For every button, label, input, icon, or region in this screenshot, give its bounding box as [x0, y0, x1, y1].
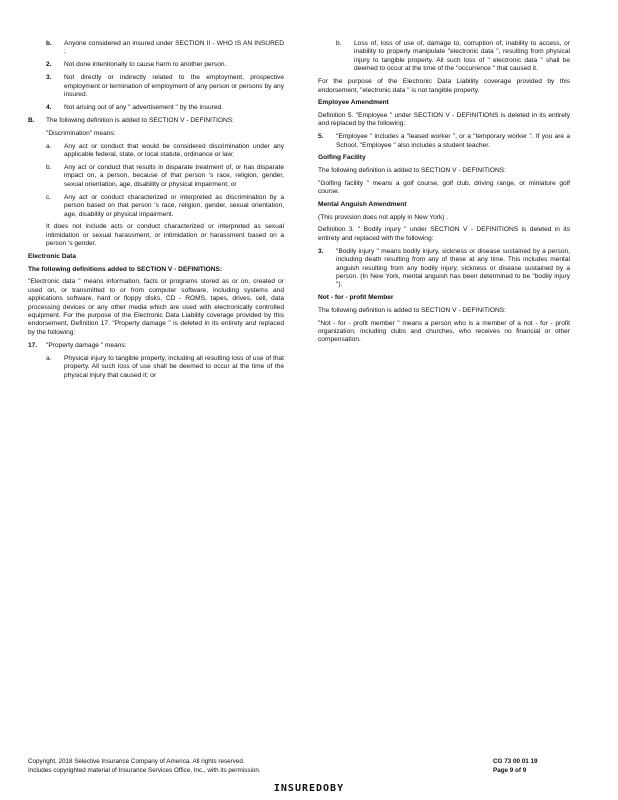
list-text: Not arising out of any " advertisement " by the insured. — [64, 103, 223, 111]
list-label: c. — [46, 193, 52, 201]
list-text: Physical injury to tangible property, including all resulting loss of use of that property. All such loss of use shall be deemed to occur at the time of the physical injury that caused it; or — [64, 354, 284, 379]
mental-anguish-heading: Mental Anguish Amendment — [318, 201, 407, 209]
footer-copyright — [28, 758, 388, 775]
footer-form-info — [493, 758, 573, 775]
section-text: The following definition is added to SECTION V - DEFINITIONS: — [46, 116, 234, 124]
list-text: Not done intentionally to cause harm to another person. — [64, 61, 227, 69]
list-label: a. — [46, 142, 52, 150]
form-number: CG 73 00 01 19 — [493, 758, 538, 765]
copyright-line-2: Includes copyrighted material of Insurance Services Office, Inc., with its permission. — [28, 766, 261, 774]
golfing-intro: The following definition is added to SECTION V - DEFINITIONS: — [318, 166, 506, 174]
list-item-2 — [28, 61, 284, 69]
employee-intro: Definition 5. "Employee " under SECTION V - DEFINITIONS is deleted in its entirety and replaced by the following: — [318, 111, 570, 128]
mental-anguish-note: (This provision does not apply in New York) . — [318, 213, 449, 221]
list-label: 2. — [46, 61, 52, 69]
list-label: 17. — [28, 341, 38, 349]
list-item-pd-a — [28, 355, 284, 380]
list-text: Any act or conduct that results in disparate treatment of, or has disparate impact on, a person, because of that person 's race, religion, gender, sexual orientation, age, disability or physical impairment; or — [64, 163, 284, 188]
list-item-4 — [28, 104, 284, 112]
not-for-profit-definition: "Not - for - profit member " means a person who is a member of a not - for - profit organization, including clubs and churches, who receives no financial or other compensation. — [318, 319, 570, 344]
not-for-profit-heading: Not - for - profit Member — [318, 294, 394, 302]
list-item-employee — [318, 133, 570, 150]
list-item-anyone-insured — [28, 40, 284, 57]
left-column — [28, 40, 284, 384]
list-text: Not directly or indirectly related to the employment, prospective employment or termination of employment of any person or persons by any insured. — [64, 74, 284, 99]
employee-heading: Employee Amendment — [318, 99, 389, 107]
right-column — [318, 40, 570, 349]
list-label: b. — [46, 163, 52, 171]
list-label: b. — [336, 40, 342, 47]
list-text: Any act or conduct characterized or interpreted as discrimination by a person based on that person 's race, religion, gender, sexual orientation, age, disability or physical impairment. — [64, 193, 284, 218]
page-number: Page 9 of 9 — [493, 766, 527, 774]
list-text: Any act or conduct that would be considered discrimination under any applicable federal, state, or local statute, ordinance or law; — [64, 142, 284, 159]
list-text: Anyone considered an insured under SECTION II - WHO IS AN INSURED ; — [64, 40, 284, 56]
list-label: 4. — [46, 103, 52, 111]
list-label: 5. — [318, 133, 324, 141]
electronic-data-definition: "Electronic data " means information, facts or programs stored as or on, created or used on, or transmitted to or from computer software, including systems and applications software, hard or floppy disks, CD - ROMS, tapes, drives, cell, data processing devices or any other media which are used with electronically controlled equipment. For the purpose of the Electronic Data Liability coverage provided by this endorsement, Definition 17. "Property damage " is deleted in its entirety and replaced by the following: — [28, 278, 284, 336]
list-text: "Property damage " means: — [46, 341, 127, 349]
section-b — [28, 117, 284, 125]
golfing-definition: "Golfing facility " means a golf course, golf club, driving range, or miniature golf course. — [318, 179, 570, 196]
mental-anguish-intro: Definition 3. " Bodily injury " under SECTION V - DEFINITIONS is deleted in its entirety and replaced with the following: — [318, 226, 570, 242]
list-label: 3. — [46, 74, 52, 82]
section-label: B. — [28, 116, 35, 124]
list-label: 3. — [318, 247, 324, 255]
list-item-disc-b — [28, 164, 284, 189]
copyright-line-1: Copyright, 2018 Selective Insurance Company of America. All rights reserved. — [28, 758, 245, 765]
electronic-data-intro: The following definitions added to SECTION V - DEFINITIONS: — [28, 265, 223, 273]
property-damage-note: For the purpose of the Electronic Data Liability coverage provided by this endorsement, "electronic data " is not tangible property. — [318, 78, 570, 94]
list-item-disc-a — [28, 143, 284, 160]
list-item-bodily-injury — [318, 248, 570, 290]
list-label: b. — [46, 40, 52, 47]
watermark-text: INSUREDOBY — [273, 783, 345, 794]
not-for-profit-intro: The following definition is added to SECTION V - DEFINITIONS: — [318, 306, 506, 314]
discrimination-note: It does not include acts or conduct characterized or interpreted as sexual intimidation or sexual harassment, or intimidation or harassment based on a person 's gender. — [46, 223, 284, 248]
list-label: a. — [46, 354, 52, 362]
electronic-data-heading: Electronic Data — [28, 253, 77, 261]
list-text: "Bodily injury " means bodily injury, sickness or disease sustained by a person, including death resulting from any of these at any time. This includes mental anguish resulting from any bodily injury, sickness or disease sustained by a person. (In New York, mental anguish has been determined to be "bodily injury "). — [336, 247, 570, 289]
list-item-17 — [28, 342, 284, 350]
list-item-3 — [28, 74, 284, 99]
golfing-heading: Golfing Facility — [318, 154, 366, 162]
list-text: "Employee " includes a "leased worker ", or a "temporary worker ". If you are a School, "Employee " also includes a student teacher. — [336, 133, 570, 149]
list-item-disc-c — [28, 194, 284, 219]
list-item-pd-b — [318, 40, 570, 74]
list-text: Loss of, loss of use of, damage to, corruption of, inability to access, or inability to properly manipulate "electronic data ", resulting from physical injury to tangible property. All such loss of " electronic data " shall be deemed to occur at the time of the "occurrence " that caused it. — [354, 40, 570, 73]
discrimination-intro: "Discrimination" means: — [46, 129, 116, 137]
